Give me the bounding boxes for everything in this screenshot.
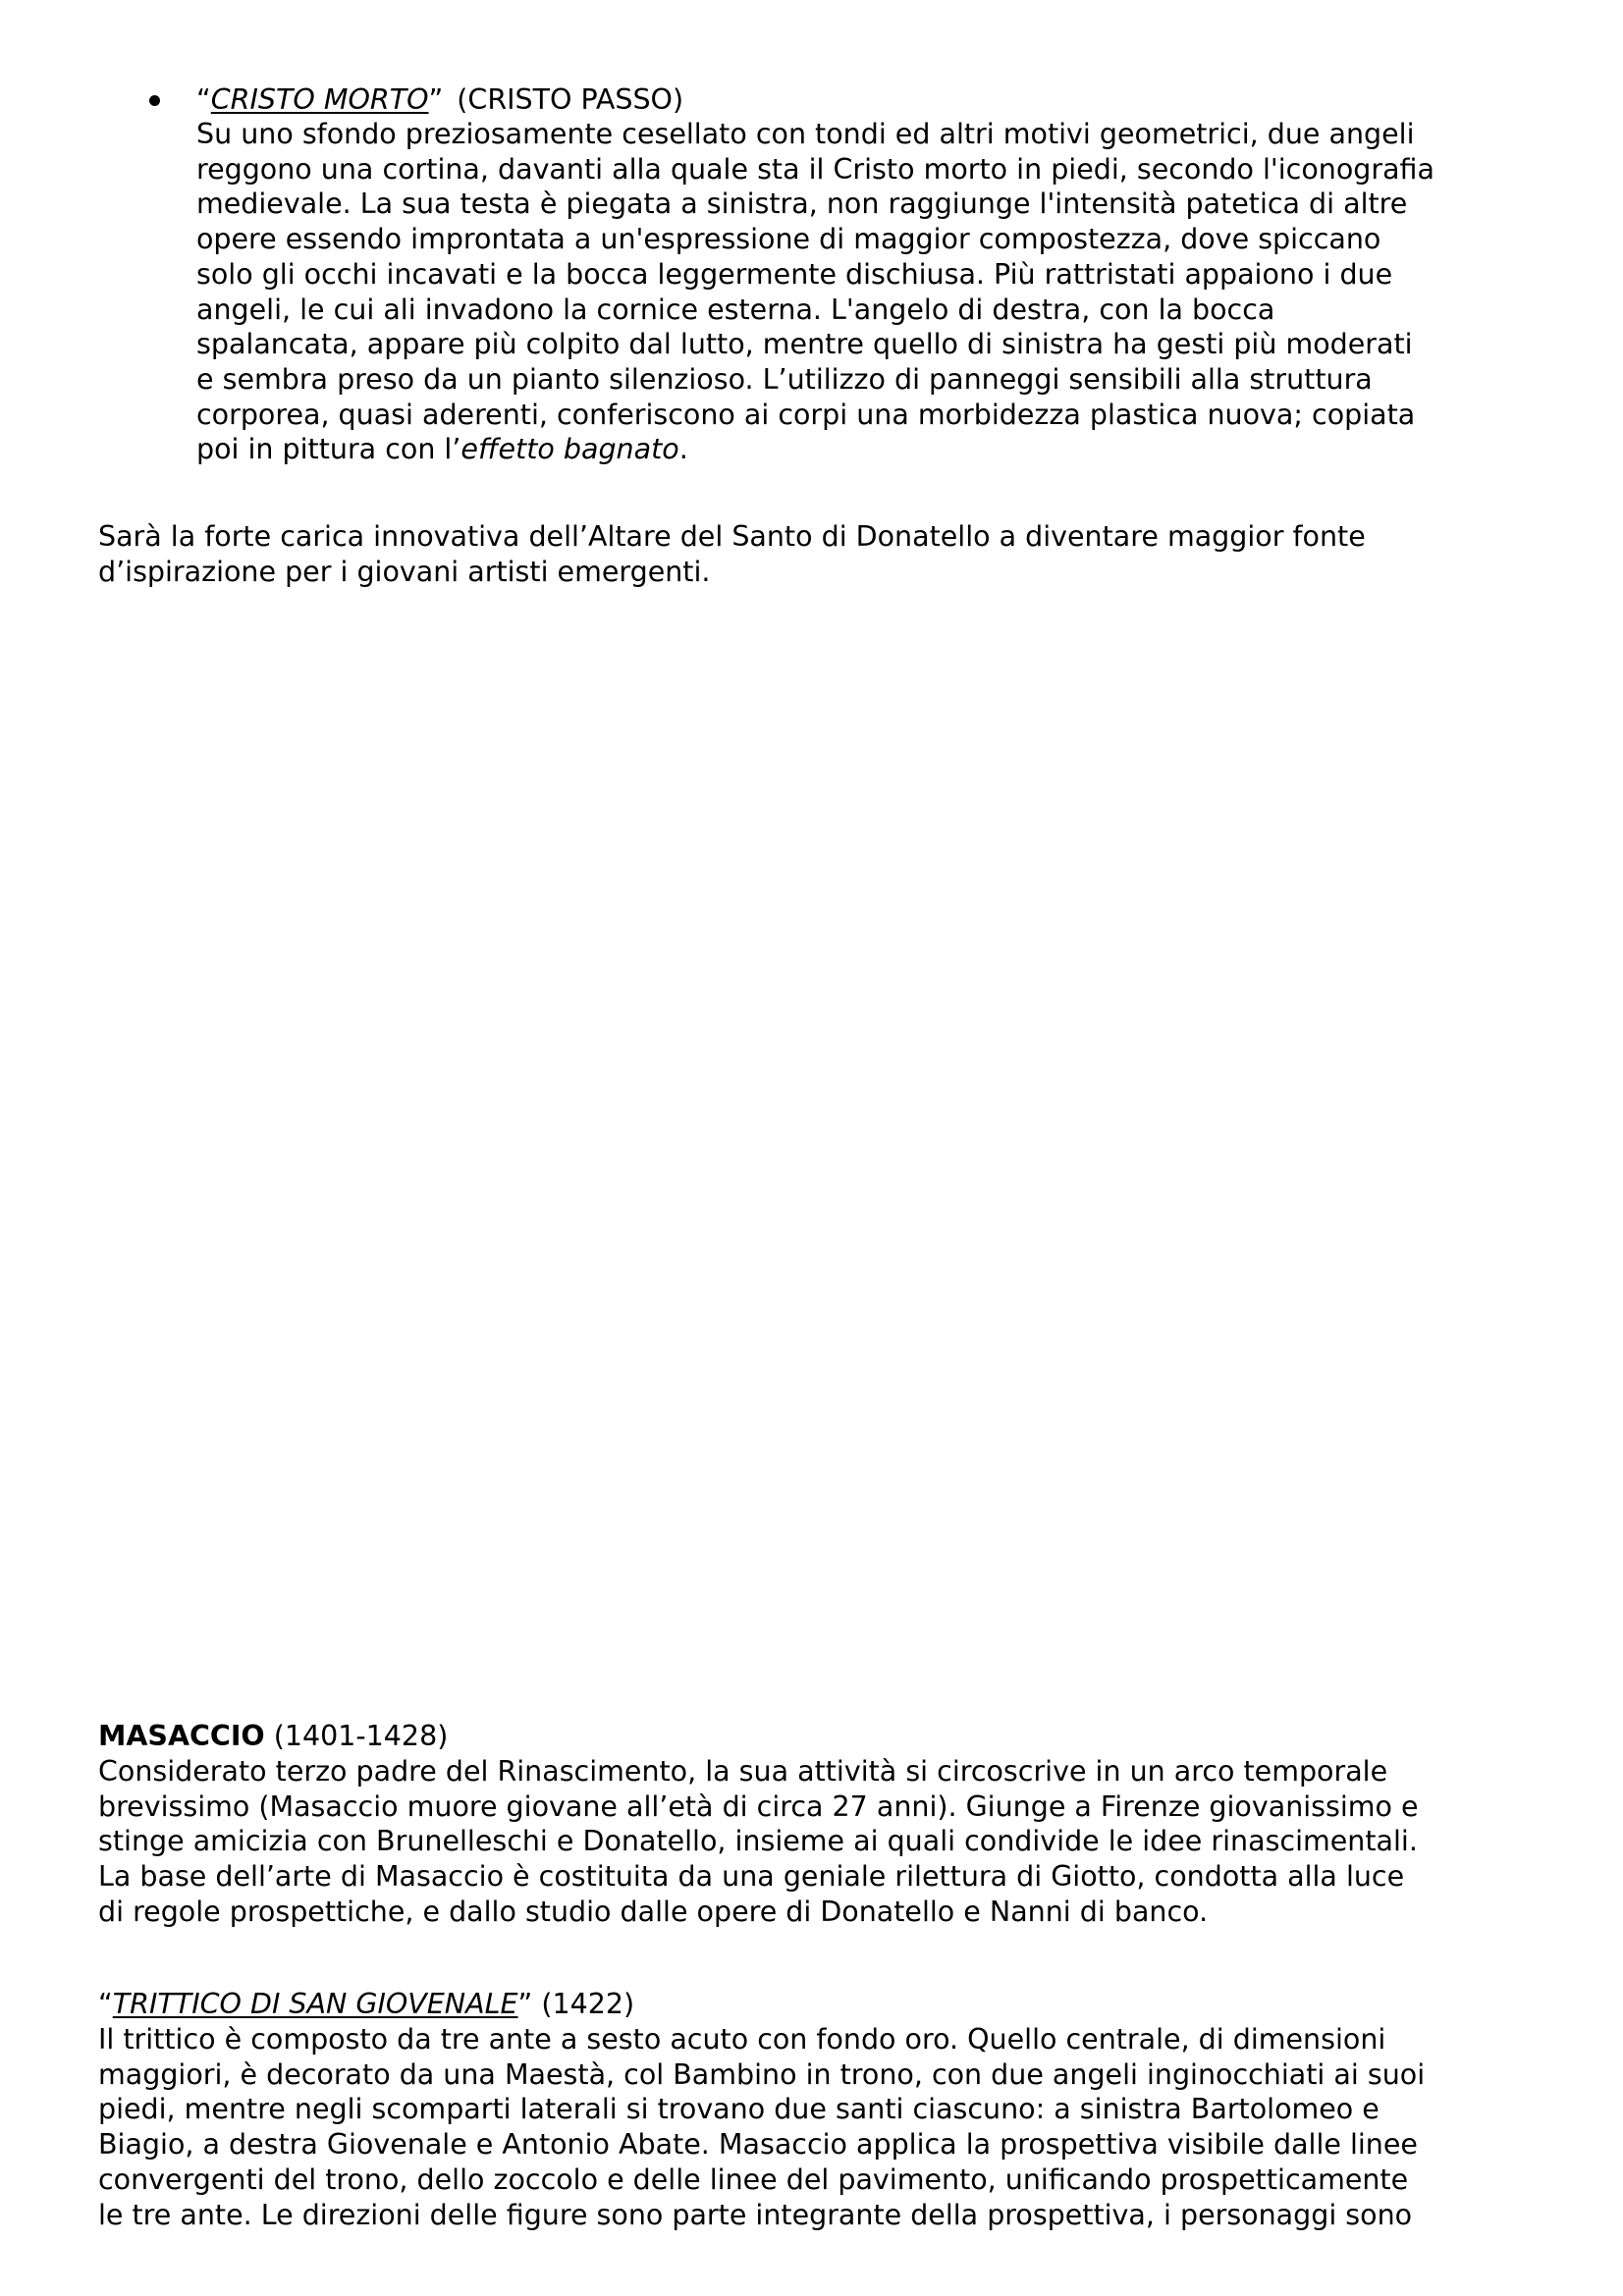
masaccio-heading <box>98 1719 1551 1754</box>
text-line: Biagio, a destra Giovenale e Antonio Abate. Masaccio applica la prospettiva visibile dalle linee <box>98 2128 1418 2162</box>
text-line: piedi, mentre negli scomparti laterali si trovano due santi ciascuno: a sinistra Bartolomeo e <box>98 2093 1380 2126</box>
text-line: Il trittico è composto da tre ante a sesto acuto con fondo oro. Quello centrale, di dimensioni <box>98 2023 1386 2056</box>
text-line: angeli, le cui ali invadono la cornice esterna. L'angelo di destra, con la bocca <box>196 293 1275 326</box>
text-line: La base dell’arte di Masaccio è costituita da una geniale rilettura di Giotto, condotta alla luce <box>98 1860 1405 1894</box>
trittico-title <box>98 1987 1551 2022</box>
text-line: medievale. La sua testa è piegata a sinistra, non raggiunge l'intensità patetica di altre <box>196 187 1408 221</box>
trittico-section <box>98 1987 1551 2232</box>
artist-name: MASACCIO <box>98 1720 265 1752</box>
cristo-morto-title <box>196 83 1551 117</box>
text-line: d’ispirazione per i giovani artisti emergenti. <box>98 555 711 588</box>
text-line: stinge amicizia con Brunelleschi e Donatello, insieme ai quali condivide le idee rinascimentali. <box>98 1825 1418 1858</box>
text-line: le tre ante. Le direzioni delle figure sono parte integrante della prospettiva, i personaggi sono <box>98 2198 1413 2231</box>
close-quote: ” <box>517 1988 533 2020</box>
open-quote: “ <box>196 83 211 116</box>
text-line: opere essendo improntata a un'espressione di maggior compostezza, dove spiccano <box>196 223 1381 256</box>
text-line: corporea, quasi aderenti, conferiscono ai corpi una morbidezza plastica nuova; copiata <box>196 398 1416 431</box>
cristo-morto-section <box>98 83 1551 467</box>
work-subtitle: (CRISTO PASSO) <box>457 83 684 116</box>
text-line <box>196 432 1551 467</box>
cristo-morto-description <box>196 117 1551 467</box>
text-fragment: . <box>678 433 688 466</box>
paragraph-text <box>98 519 1551 589</box>
open-quote: “ <box>98 1988 113 2020</box>
italic-term: effetto bagnato <box>460 433 679 466</box>
donatello-conclusion-paragraph <box>98 519 1551 589</box>
text-line: brevissimo (Masaccio muore giovane all’età di circa 27 anni). Giunge a Firenze giovanissimo e <box>98 1789 1419 1823</box>
text-line: spalancata, appare più colpito dal lutto, mentre quello di sinistra ha gesti più moderati <box>196 328 1413 361</box>
trittico-description <box>98 2022 1551 2232</box>
text-line: reggono una cortina, davanti alla quale sta il Cristo morto in piedi, secondo l'iconografia <box>196 152 1434 186</box>
text-line: Considerato terzo padre del Rinascimento, la sua attività si circoscrive in un arco temporale <box>98 1755 1388 1788</box>
text-fragment: poi in pittura con l’ <box>196 433 461 466</box>
artist-dates: (1401-1428) <box>273 1720 449 1752</box>
text-line: di regole prospettiche, e dallo studio dalle opere di Donatello e Nanni di banco. <box>98 1895 1209 1928</box>
bullet-item <box>98 83 1551 467</box>
masaccio-section <box>98 1719 1551 1930</box>
text-line: e sembra preso da un pianto silenzioso. L’utilizzo di panneggi sensibili alla struttura <box>196 362 1373 396</box>
close-quote: ” <box>428 83 444 116</box>
text-line: solo gli occhi incavati e la bocca leggermente dischiusa. Più rattristati appaiono i due <box>196 257 1393 291</box>
work-year: (1422) <box>541 1988 635 2020</box>
work-title: CRISTO MORTO <box>210 83 429 116</box>
text-line: Su uno sfondo preziosamente cesellato con tondi ed altri motivi geometrici, due angeli <box>196 118 1415 150</box>
text-line: convergenti del trono, dello zoccolo e delle linee del pavimento, unificando prospetticamente <box>98 2163 1409 2196</box>
bullet-icon <box>149 95 160 106</box>
work-title: TRITTICO DI SAN GIOVENALE <box>112 1988 518 2020</box>
masaccio-description <box>98 1754 1551 1930</box>
text-line: Sarà la forte carica innovativa dell’Altare del Santo di Donatello a diventare maggior fonte <box>98 520 1366 553</box>
text-line: maggiori, è decorato da una Maestà, col Bambino in trono, con due angeli inginocchiati ai suoi <box>98 2057 1426 2091</box>
